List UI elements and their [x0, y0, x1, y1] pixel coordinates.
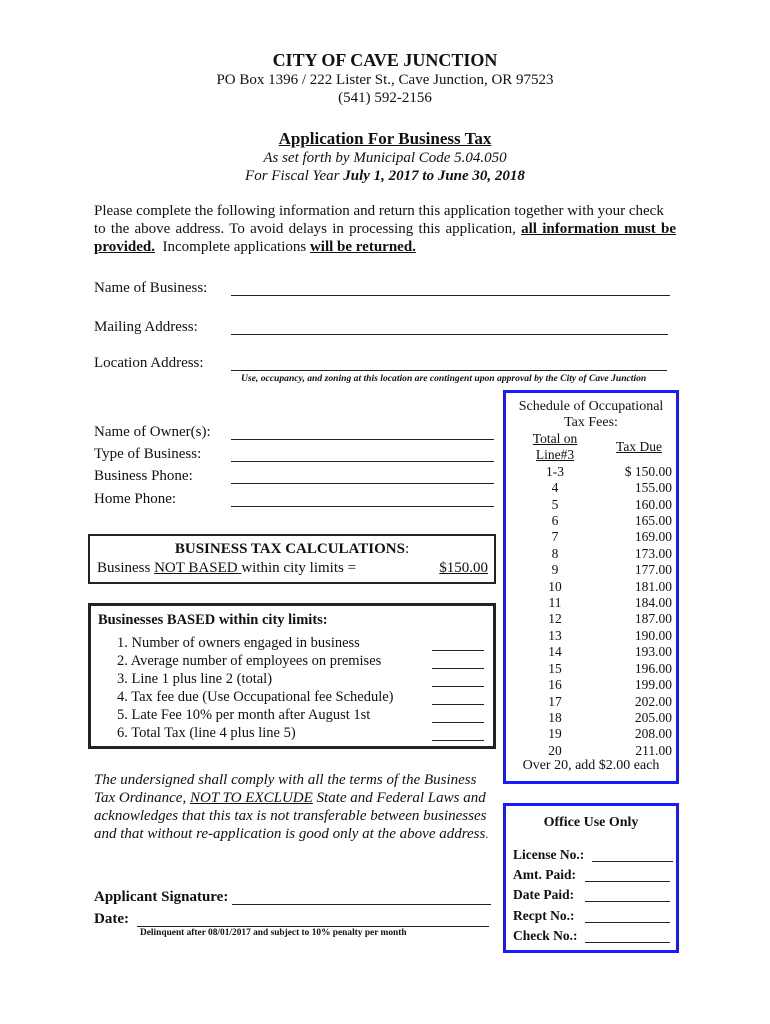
statement-line-2 — [94, 789, 488, 807]
list-item: 2. Average number of employees on premises — [117, 653, 382, 669]
license-label: License No.: — [513, 847, 585, 862]
schedule-fee: 181.00 — [634, 578, 672, 594]
not-based-emphasis: NOT BASED — [154, 560, 242, 576]
municipal-code: As set forth by Municipal Code 5.04.050 — [263, 150, 507, 166]
applicant-signature-label: Applicant Signature: — [94, 889, 229, 905]
table-row — [512, 579, 672, 595]
tax-calculations-title — [90, 541, 494, 558]
schedule-count: 14 — [548, 644, 562, 660]
applicant-signature-field[interactable] — [232, 904, 491, 905]
line-5-field[interactable] — [432, 722, 484, 723]
owner-names-label: Name of Owner(s): — [94, 424, 211, 440]
schedule-fee: 155.00 — [634, 480, 672, 496]
business-type-field[interactable] — [231, 461, 494, 462]
schedule-count: 1-3 — [546, 463, 564, 479]
table-row — [512, 611, 672, 627]
table-row — [512, 546, 672, 562]
schedule-fee: $ 150.00 — [624, 463, 672, 479]
tax-calculations-colon: : — [404, 541, 410, 557]
table-row — [512, 513, 672, 529]
statement-line-2a: Tax Ordinance, — [94, 790, 190, 806]
owner-names-field[interactable] — [231, 439, 494, 440]
statement-line-4 — [94, 825, 488, 843]
list-item: 3. Line 1 plus line 2 (total) — [117, 671, 273, 687]
not-based-prefix: Business — [97, 560, 155, 576]
table-row — [512, 743, 672, 759]
table-row — [512, 497, 672, 513]
fee-schedule-table — [512, 431, 672, 759]
schedule-count: 9 — [551, 562, 559, 578]
table-row — [512, 464, 672, 480]
schedule-count: 13 — [548, 627, 562, 643]
schedule-title-1: Schedule of Occupational — [518, 399, 664, 414]
table-row — [512, 628, 672, 644]
schedule-fee: 173.00 — [634, 545, 672, 561]
city-address: PO Box 1396 / 222 Lister St., Cave Junction, OR 97523 — [216, 72, 554, 88]
recpt-no-field[interactable] — [585, 922, 670, 923]
schedule-count: 20 — [548, 742, 562, 758]
line-2-field[interactable] — [432, 668, 484, 669]
schedule-count: 18 — [548, 709, 562, 725]
statement-not-exclude: NOT TO EXCLUDE — [189, 790, 313, 806]
schedule-fee: 169.00 — [634, 529, 672, 545]
statement-period: . — [485, 827, 489, 841]
based-business-box — [88, 603, 496, 749]
date-paid-label: Date Paid: — [513, 887, 575, 902]
date-label: Date: — [94, 911, 129, 927]
intro-incomplete: Incomplete applications — [155, 239, 310, 255]
table-row — [512, 480, 672, 496]
city-phone: (541) 592-2156 — [338, 90, 432, 106]
check-no-label: Check No.: — [513, 928, 578, 943]
schedule-fee: 160.00 — [634, 496, 672, 512]
home-phone-label: Home Phone: — [94, 491, 177, 507]
location-address-field[interactable] — [231, 370, 667, 371]
schedule-count: 15 — [548, 660, 562, 676]
schedule-count: 16 — [548, 677, 562, 693]
schedule-fee: 211.00 — [635, 742, 672, 758]
schedule-count: 8 — [551, 545, 559, 561]
intro-provided: provided. — [94, 239, 155, 255]
not-based-suffix: within city limits = — [241, 560, 357, 576]
table-row — [512, 644, 672, 660]
amt-paid-label: Amt. Paid: — [513, 867, 576, 882]
name-of-business-field[interactable] — [231, 295, 670, 296]
schedule-count: 10 — [548, 578, 562, 594]
statement-line-3: acknowledges that this tax is not transferable between businesses — [94, 808, 487, 824]
schedule-fee: 190.00 — [634, 627, 672, 643]
home-phone-field[interactable] — [231, 506, 494, 507]
list-item: 1. Number of owners engaged in business — [117, 635, 360, 651]
statement-line-1: The undersigned shall comply with all the terms of the Business — [94, 772, 477, 788]
schedule-count: 12 — [548, 611, 562, 627]
intro-line-2-text: to the above address. To avoid delays in processing this application, — [94, 221, 522, 237]
fiscal-year-range: July 1, 2017 to June 30, 2018 — [343, 168, 525, 184]
schedule-fee: 165.00 — [634, 513, 672, 529]
list-item: 4. Tax fee due (Use Occupational fee Schedule) — [117, 689, 394, 705]
license-field[interactable] — [592, 861, 673, 862]
schedule-fee: 199.00 — [634, 677, 672, 693]
location-address-label: Location Address: — [94, 355, 204, 371]
business-phone-label: Business Phone: — [94, 468, 193, 484]
intro-all-info: all information must be — [521, 221, 677, 237]
city-name: CITY OF CAVE JUNCTION — [272, 50, 498, 70]
based-list — [117, 634, 394, 742]
table-row — [512, 661, 672, 677]
table-row — [512, 726, 672, 742]
table-row — [512, 562, 672, 578]
intro-returned: will be returned. — [309, 239, 416, 255]
schedule-count: 11 — [548, 595, 562, 611]
location-note: Use, occupancy, and zoning at this location are contingent upon approval by the City of Cave Junction — [241, 373, 647, 384]
delinquent-note: Delinquent after 08/01/2017 and subject to 10% penalty per month — [140, 928, 407, 938]
table-row — [512, 710, 672, 726]
table-row — [512, 595, 672, 611]
schedule-fee: 187.00 — [634, 611, 672, 627]
line-1-field[interactable] — [432, 650, 484, 651]
business-type-label: Type of Business: — [94, 446, 202, 462]
office-use-box — [503, 803, 679, 953]
statement-line-2c: State and Federal Laws and — [312, 790, 486, 806]
schedule-fee: 177.00 — [634, 562, 672, 578]
table-row — [512, 529, 672, 545]
check-no-field[interactable] — [585, 942, 670, 943]
business-phone-field[interactable] — [231, 483, 494, 484]
table-row — [512, 677, 672, 693]
recpt-no-label: Recpt No.: — [513, 908, 575, 923]
schedule-title-2: Tax Fees: — [564, 415, 618, 430]
schedule-over-20: Over 20, add $2.00 each — [522, 758, 660, 773]
tax-calculations-heading: BUSINESS TAX CALCULATIONS — [174, 541, 405, 557]
fiscal-year-prefix: For Fiscal Year — [245, 168, 344, 184]
mailing-address-field[interactable] — [231, 334, 668, 335]
schedule-fee: 202.00 — [634, 693, 672, 709]
list-item: 6. Total Tax (line 4 plus line 5) — [117, 725, 296, 741]
schedule-count: 5 — [551, 496, 559, 512]
schedule-col-total: Total on Line#3 — [532, 431, 578, 463]
fee-schedule-box — [503, 390, 679, 784]
schedule-fee: 184.00 — [634, 595, 672, 611]
form-title: Application For Business Tax — [278, 129, 492, 148]
intro-line-1: Please complete the following information and return this application together with your check — [94, 203, 664, 219]
mailing-address-label: Mailing Address: — [94, 319, 198, 335]
tax-calculations-box — [88, 534, 496, 584]
line-3-field[interactable] — [432, 686, 484, 687]
agreement-statement — [94, 771, 488, 843]
line-4-field[interactable] — [432, 704, 484, 705]
schedule-fee: 208.00 — [634, 726, 672, 742]
amt-paid-field[interactable] — [585, 881, 670, 882]
schedule-col-tax: Tax Due — [616, 439, 662, 455]
schedule-count: 19 — [548, 726, 562, 742]
intro-line-2 — [94, 221, 676, 238]
not-based-line — [97, 560, 356, 577]
list-item: 5. Late Fee 10% per month after August 1st — [117, 707, 371, 723]
line-6-field[interactable] — [432, 740, 484, 741]
intro-line-3 — [94, 239, 416, 256]
date-field[interactable] — [137, 926, 489, 927]
schedule-count: 4 — [551, 480, 559, 496]
fiscal-year — [0, 168, 770, 185]
schedule-count: 17 — [548, 693, 562, 709]
schedule-fee: 193.00 — [634, 644, 672, 660]
based-title: Businesses BASED within city limits: — [98, 612, 328, 628]
schedule-fee: 205.00 — [634, 709, 672, 725]
name-of-business-label: Name of Business: — [94, 280, 208, 296]
schedule-count: 7 — [551, 529, 559, 545]
not-based-amount: $150.00 — [439, 560, 488, 576]
schedule-fee: 196.00 — [634, 660, 672, 676]
date-paid-field[interactable] — [585, 901, 670, 902]
schedule-count: 6 — [551, 513, 559, 529]
office-use-title: Office Use Only — [543, 815, 639, 830]
table-row — [512, 694, 672, 710]
schedule-header-row — [512, 431, 672, 464]
statement-line-4a: and that without re-application is good only at the above address — [94, 826, 486, 842]
